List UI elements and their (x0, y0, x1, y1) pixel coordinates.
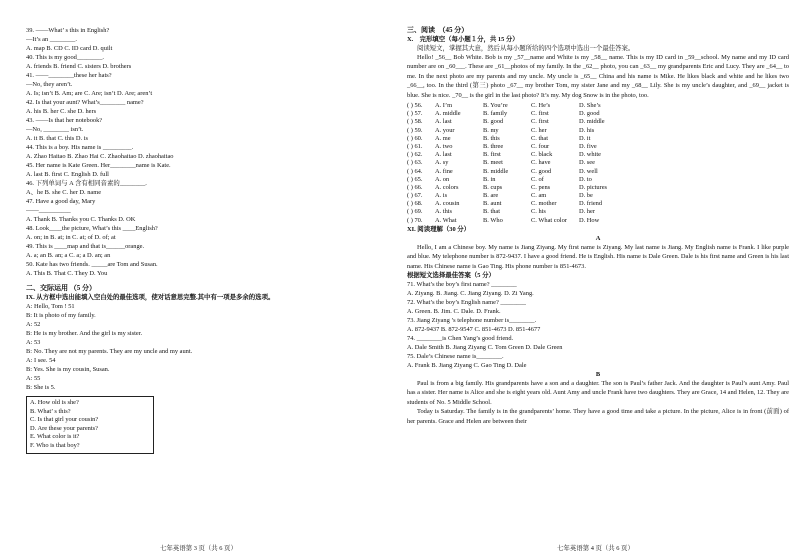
passage-b-text-1: Paul is from a big family. His grandparents have a son and a daughter. The son is Paul’s father Jack. And the daughter is Paul’s aunt Amy. Paul has a sister. Her name is Alice and she is eight years old. Aunt Amy and uncle Frank have two daughters. They are Grace, 14 and Helen, 12. They are students of No. 5 Middle School. (407, 380, 789, 406)
cloze-option-row (407, 200, 789, 208)
page-footer-3: 七年英语第 3 页（共 6 页） (160, 545, 237, 552)
cloze-option: B. my (483, 126, 499, 134)
question-line: A. Is; isn’t B. Am; are C. Are; isn’t D. Are; aren’t (26, 90, 153, 97)
question-line: A. Green. B. Jim. C. Dale. D. Frank. (407, 308, 501, 316)
section2-instruction: IX. 从方框中选出能填入空白处的最佳选项，使对话意思完整.其中有一项是多余的选项。 (26, 294, 275, 301)
cloze-option-row (407, 192, 789, 200)
cloze-question-number: ( ) 63. (407, 159, 423, 167)
cloze-option: D. her (579, 208, 595, 216)
question-line: 47. Have a good day, Mary (26, 198, 96, 205)
question-line: —No, ________ isn’t. (26, 126, 84, 133)
cloze-question-number: ( ) 56. (407, 102, 423, 110)
cloze-option: B. three (483, 142, 504, 150)
section2-title: 二、交际运用 （5 分） (26, 284, 96, 292)
question-line: 50. Kate has two friends. _____are Tom and Susan. (26, 261, 158, 268)
question-line: A. Frank B. Jiang Ziyang C. Gao Ting D. Dale (407, 362, 527, 370)
cloze-option: A. sy (435, 159, 449, 167)
dialog-line: B: No. They are not my parents. They are my uncle and my aunt. (26, 348, 193, 355)
cloze-option: C. What color (531, 216, 567, 224)
option-line: C. Is that girl your cousin? (30, 416, 99, 424)
cloze-option-row (407, 217, 789, 225)
left-column (26, 26, 370, 454)
question-line: A. Ziyang. B. Jiang. C. Jiang Ziyang. D. Zi Yang. (407, 290, 534, 298)
question-line: A. map B. CD C. ID card D. quilt (26, 45, 113, 52)
passage-b-label: B (595, 371, 601, 379)
question-line: 71. What’s the boy’s first name? ________ (407, 281, 517, 289)
cloze-option: C. have (531, 159, 551, 167)
cloze-question-number: ( ) 70. (407, 216, 423, 224)
cloze-option: A. What (435, 216, 457, 224)
options-list (30, 399, 150, 451)
cloze-option: C. that (531, 134, 549, 142)
reading-section-heading: 三、阅读 （45 分） (407, 26, 469, 34)
dialog-line: B: She is 5. (26, 384, 56, 391)
cloze-option-row (407, 208, 789, 216)
cloze-option: A. two (435, 142, 453, 150)
option-line: B. What’ s this? (30, 407, 71, 415)
cloze-option: B. meet (483, 159, 503, 167)
right-page (397, 0, 794, 560)
dialog-line: A: Hello, Tom ! 51 (26, 303, 75, 310)
passage-a-text: Hello, I am a Chinese boy. My name is Jiang Ziyang. My first name is Ziyang. My last name is Jiang. My English name is Frank. I like purple and blue. My telephone number is 872-9437. I have a good friend. He is English. His name is Dale Green. Dale is his first name and Green is his last name. His Chinese name is Gao Ting. His phone number is 851-4673. (407, 243, 789, 270)
cloze-option: B. are (483, 192, 499, 200)
cloze-option-row (407, 184, 789, 192)
cloze-option: A. cousin (435, 200, 460, 208)
cloze-option: B. this (483, 134, 500, 142)
question-line: A. Thank B. Thanks you C. Thanks D. OK (26, 216, 136, 223)
cloze-option: C. four (531, 142, 550, 150)
cloze-question-number: ( ) 67. (407, 192, 423, 200)
cloze-question-number: ( ) 65. (407, 175, 423, 183)
cloze-option-row (407, 176, 789, 184)
cloze-option: C. his (531, 208, 546, 216)
cloze-option: C. first (531, 110, 549, 118)
cloze-option: C. her (531, 126, 547, 134)
passage-a-questions (407, 280, 789, 370)
dialog-line: B: He is my brother. And the girl is my sister. (26, 330, 143, 337)
question-line: 45. Her name is Kate Green. Her________name is Kate. (26, 162, 171, 169)
cloze-option-row (407, 135, 789, 143)
cloze-option: A. last (435, 151, 452, 159)
cloze-option: D. his (579, 126, 595, 134)
dialog-line: B: It is photo of my family. (26, 312, 96, 319)
question-line: ——__________ (26, 207, 71, 214)
question-line: A. on; in B. at; in C. at; of D. of; at (26, 234, 116, 241)
question-line: 39. ——What’ s this in English? (26, 27, 110, 34)
cloze-option: A. last (435, 118, 452, 126)
passage-a-instruction: 根据短文选择最佳答案（5 分） (407, 272, 495, 280)
option-line: A. How old is she? (30, 399, 79, 406)
cloze-option: B. aunt (483, 200, 502, 208)
page-footer-4: 七年英语第 4 页（共 6 页） (557, 545, 634, 552)
dialog (26, 302, 370, 392)
question-line: 41. ——________these her hats? (26, 72, 112, 79)
question-line: 42. Is that your aunt? What’s________ name? (26, 99, 144, 106)
option-line: D. Are these your parents? (30, 424, 98, 432)
cloze-option: C. first (531, 118, 549, 126)
right-column (407, 26, 789, 426)
cloze-option: A. I’m (435, 102, 453, 110)
cloze-option: B. You’re (483, 102, 508, 110)
option-line: F. Who is that boy? (30, 441, 80, 449)
cloze-option: B. family (483, 110, 508, 118)
cloze-option: A. fine (435, 167, 453, 175)
cloze-option: D. see (579, 159, 595, 167)
cloze-option: A. your (435, 126, 455, 134)
dialog-line: A: I see. 54 (26, 357, 56, 364)
cloze-option: B. that (483, 208, 501, 216)
question-line: A. 872-9437 B. 872-9547 C. 851-4673 D. 851-4677 (407, 326, 541, 334)
cloze-option: C. mother (531, 200, 557, 208)
cloze-option: D. five (579, 142, 597, 150)
cloze-option: B. good (483, 118, 504, 126)
question-line: 49. This is ____map and that is______orange. (26, 243, 145, 250)
cloze-option-row (407, 143, 789, 151)
cloze-instruction: 阅读短文，掌握其大意，然后从每小题所给的四个选项中选出一个最佳答案。 (417, 45, 635, 52)
passage-a-label: A (595, 234, 601, 242)
cloze-option: D. well (579, 167, 598, 175)
cloze-option: D. middle (579, 118, 605, 126)
cloze-question-number: ( ) 58. (407, 118, 423, 126)
cloze-option-row (407, 110, 789, 118)
question-line: 48. Look____the picture, What’s this ____English? (26, 225, 158, 232)
cloze-option: B. cups (483, 183, 503, 191)
question-line: A. This B. That C. They D. You (26, 270, 108, 277)
question-line: A. a; an B. an; a C. a; a D. an; an (26, 252, 111, 259)
question-line: 44. This is a boy. His name is _________. (26, 144, 134, 151)
multiple-choice-questions (26, 26, 370, 278)
cloze-question-number: ( ) 66. (407, 183, 423, 191)
cloze-question-number: ( ) 69. (407, 208, 423, 216)
question-line: 75. Dale’s Chinese name is________. (407, 353, 504, 361)
dialog-line: A: 55 (26, 375, 41, 382)
cloze-option: A. me (435, 134, 451, 142)
cloze-option: C. of (531, 175, 544, 183)
cloze-passage: Hello! _56__ Bob White. Bob is my _57__name and White is my _58__ name. This is my ID card in _59__school. My name and my ID card number are on _60___. These are _61__photos of my family. In the _62__ photo, you can _63__ my grandparents Eric and Lucy. They are _64__ to me. In the next photo are my parents and my uncle. My uncle is _65__ China and his name is Mike. He likes black and white and he likes two _66__, too. In the third (第三) photo _67__ my brother Tom, my sister Jane and my _68__ Lily. She is my uncle’s daughter, and _69__ jacket is blue. She is nice. _70__ is the girl in the last photo? It’s my. My dog Snow is in the photo, too. (407, 54, 789, 99)
cloze-option: D. friend (579, 200, 603, 208)
question-line: 72. What’s the boy’s English name? ________ (407, 299, 526, 307)
question-line: A. his B. her C. she D. hers (26, 108, 97, 115)
cloze-option-row (407, 102, 789, 110)
question-line: 46. 下列单词与 A 含有相同音素的________. (26, 180, 147, 187)
cloze-options (407, 102, 789, 225)
cloze-option-row (407, 118, 789, 126)
cloze-option: B. Who (483, 216, 503, 224)
cloze-option: D. it (579, 134, 591, 142)
cloze-option: B. middle (483, 167, 509, 175)
cloze-question-number: ( ) 62. (407, 151, 423, 159)
question-line: A. Zhao Haitao B. Zhao Hai C. Zhaohaitao D. zhaohaitao (26, 153, 174, 160)
cloze-option-row (407, 168, 789, 176)
cloze-option: D. be (579, 192, 593, 200)
question-line: —No, they aren’t. (26, 81, 73, 88)
cloze-option: A. this (435, 208, 453, 216)
cloze-question-number: ( ) 68. (407, 200, 423, 208)
question-line: 73. Jiang Ziyang ’s telephone number is________. (407, 317, 537, 325)
cloze-option: D. How (579, 216, 600, 224)
cloze-option: A. is (435, 192, 448, 200)
cloze-option: D. white (579, 151, 602, 159)
cloze-option: C. good (531, 167, 552, 175)
cloze-option: C. pens (531, 183, 551, 191)
question-line: 74. ________is Chen Yang’s good friend. (407, 335, 514, 343)
question-line: A. it B. that C. this D. is (26, 135, 88, 142)
cloze-option: A. on (435, 175, 450, 183)
cloze-option: A. colors (435, 183, 459, 191)
cloze-option: D. good (579, 110, 600, 118)
cloze-option: C. He’s (531, 102, 551, 110)
cloze-option-row (407, 159, 789, 167)
question-line: A. last B. first C. English D. full (26, 171, 109, 178)
question-line: —It’s an ________. (26, 36, 77, 43)
question-line: A、he B. she C. her D. name (26, 189, 102, 196)
dialog-line: A: 52 (26, 321, 41, 328)
passage-b-text-2: Today is Saturday. The family is in the grandparents’ home. They have a good time and take a picture. In the picture, Alice is in front (前面) of her parents. Grace and Helen are between their (407, 408, 789, 425)
cloze-option: D. to (579, 175, 592, 183)
question-line: 43. ——Is that her notebook? (26, 117, 103, 124)
cloze-option: A. middle (435, 110, 461, 118)
dialog-line: A: 53 (26, 339, 41, 346)
cloze-option-row (407, 127, 789, 135)
reading-comprehension-heading: XI. 阅读理解（30 分） (407, 225, 471, 233)
cloze-option: B. in (483, 175, 496, 183)
cloze-question-number: ( ) 61. (407, 142, 423, 150)
cloze-option: D. pictures (579, 183, 608, 191)
option-line: E. What color is it? (30, 433, 80, 441)
cloze-option: C. black (531, 151, 553, 159)
cloze-question-number: ( ) 59. (407, 126, 423, 134)
cloze-option: C. am (531, 192, 547, 200)
options-box (26, 396, 154, 454)
question-line: 40. This is my good________. (26, 54, 104, 61)
cloze-option: B. first (483, 151, 501, 159)
cloze-question-number: ( ) 57. (407, 110, 423, 118)
cloze-option: D. She’s (579, 102, 601, 110)
cloze-question-number: ( ) 60. (407, 134, 423, 142)
question-line: A. friends B. friend C. sisters D. brothers (26, 63, 132, 70)
cloze-option-row (407, 151, 789, 159)
question-line: A. Dale Smith B. Jiang Ziyang C. Tom Green D. Dale Green (407, 344, 563, 352)
cloze-question-number: ( ) 64. (407, 167, 423, 175)
dialog-line: B: Yes. She is my cousin, Susan. (26, 366, 110, 373)
cloze-heading: X. 完形填空（每小题１分，共 15 分） (407, 36, 519, 43)
